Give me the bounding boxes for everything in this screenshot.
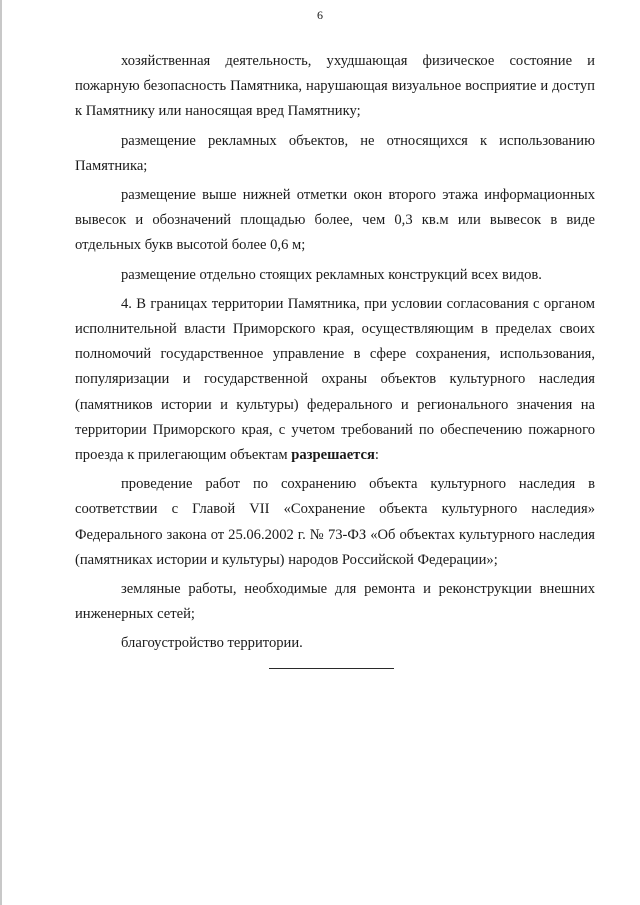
document-body — [75, 49, 595, 657]
clause-4-text: 4. В границах территории Памятника, при условии согласования с органом исполнительной власти Приморского края, осуществляющим в пределах своих полномочий государственное управление в сфере сохранения, использования, популяризации и государственной охраны объектов культурного наследия (памятников истории и культуры) федерального и регионального значения на территории Приморского края, с учетом требований по обеспечению пожарного проезда к прилегающим объектам — [75, 295, 595, 464]
paragraph-signage-placement: размещение выше нижней отметки окон второго этажа информационных вывесок и обозначений площадью более, чем 0,3 кв.м или вывесок в виде отдельных букв высотой более 0,6 м; — [75, 187, 595, 254]
end-divider-line — [269, 668, 394, 669]
paragraph-standalone-structures: размещение отдельно стоящих рекламных конструкций всех видов. — [121, 266, 542, 283]
clause-4-permitted-keyword: разрешается — [291, 447, 375, 464]
paragraph-landscaping: благоустройство территории. — [121, 635, 303, 652]
scan-edge — [0, 0, 2, 905]
paragraph-clause-4 — [75, 292, 595, 468]
paragraph-economic-activity: хозяйственная деятельность, ухудшающая физическое состояние и пожарную безопасность Памятника, нарушающая визуальное восприятие и доступ к Памятнику или наносящая вред Памятнику; — [75, 53, 595, 120]
paragraph-preservation-works: проведение работ по сохранению объекта культурного наследия в соответствии с Главой VII «Сохранение объекта культурного наследия» Федерального закона от 25.06.2002 г. № 73-ФЗ «Об объектах культурного наследия (памятниках истории и культуры) народов Российской Федерации»; — [75, 476, 595, 568]
clause-4-end: : — [374, 447, 379, 464]
paragraph-earthworks: земляные работы, необходимые для ремонта и реконструкции внешних инженерных сетей; — [75, 581, 595, 623]
page-number: 6 — [317, 8, 323, 22]
paragraph-advertising-objects: размещение рекламных объектов, не относящихся к использованию Памятника; — [75, 132, 595, 174]
